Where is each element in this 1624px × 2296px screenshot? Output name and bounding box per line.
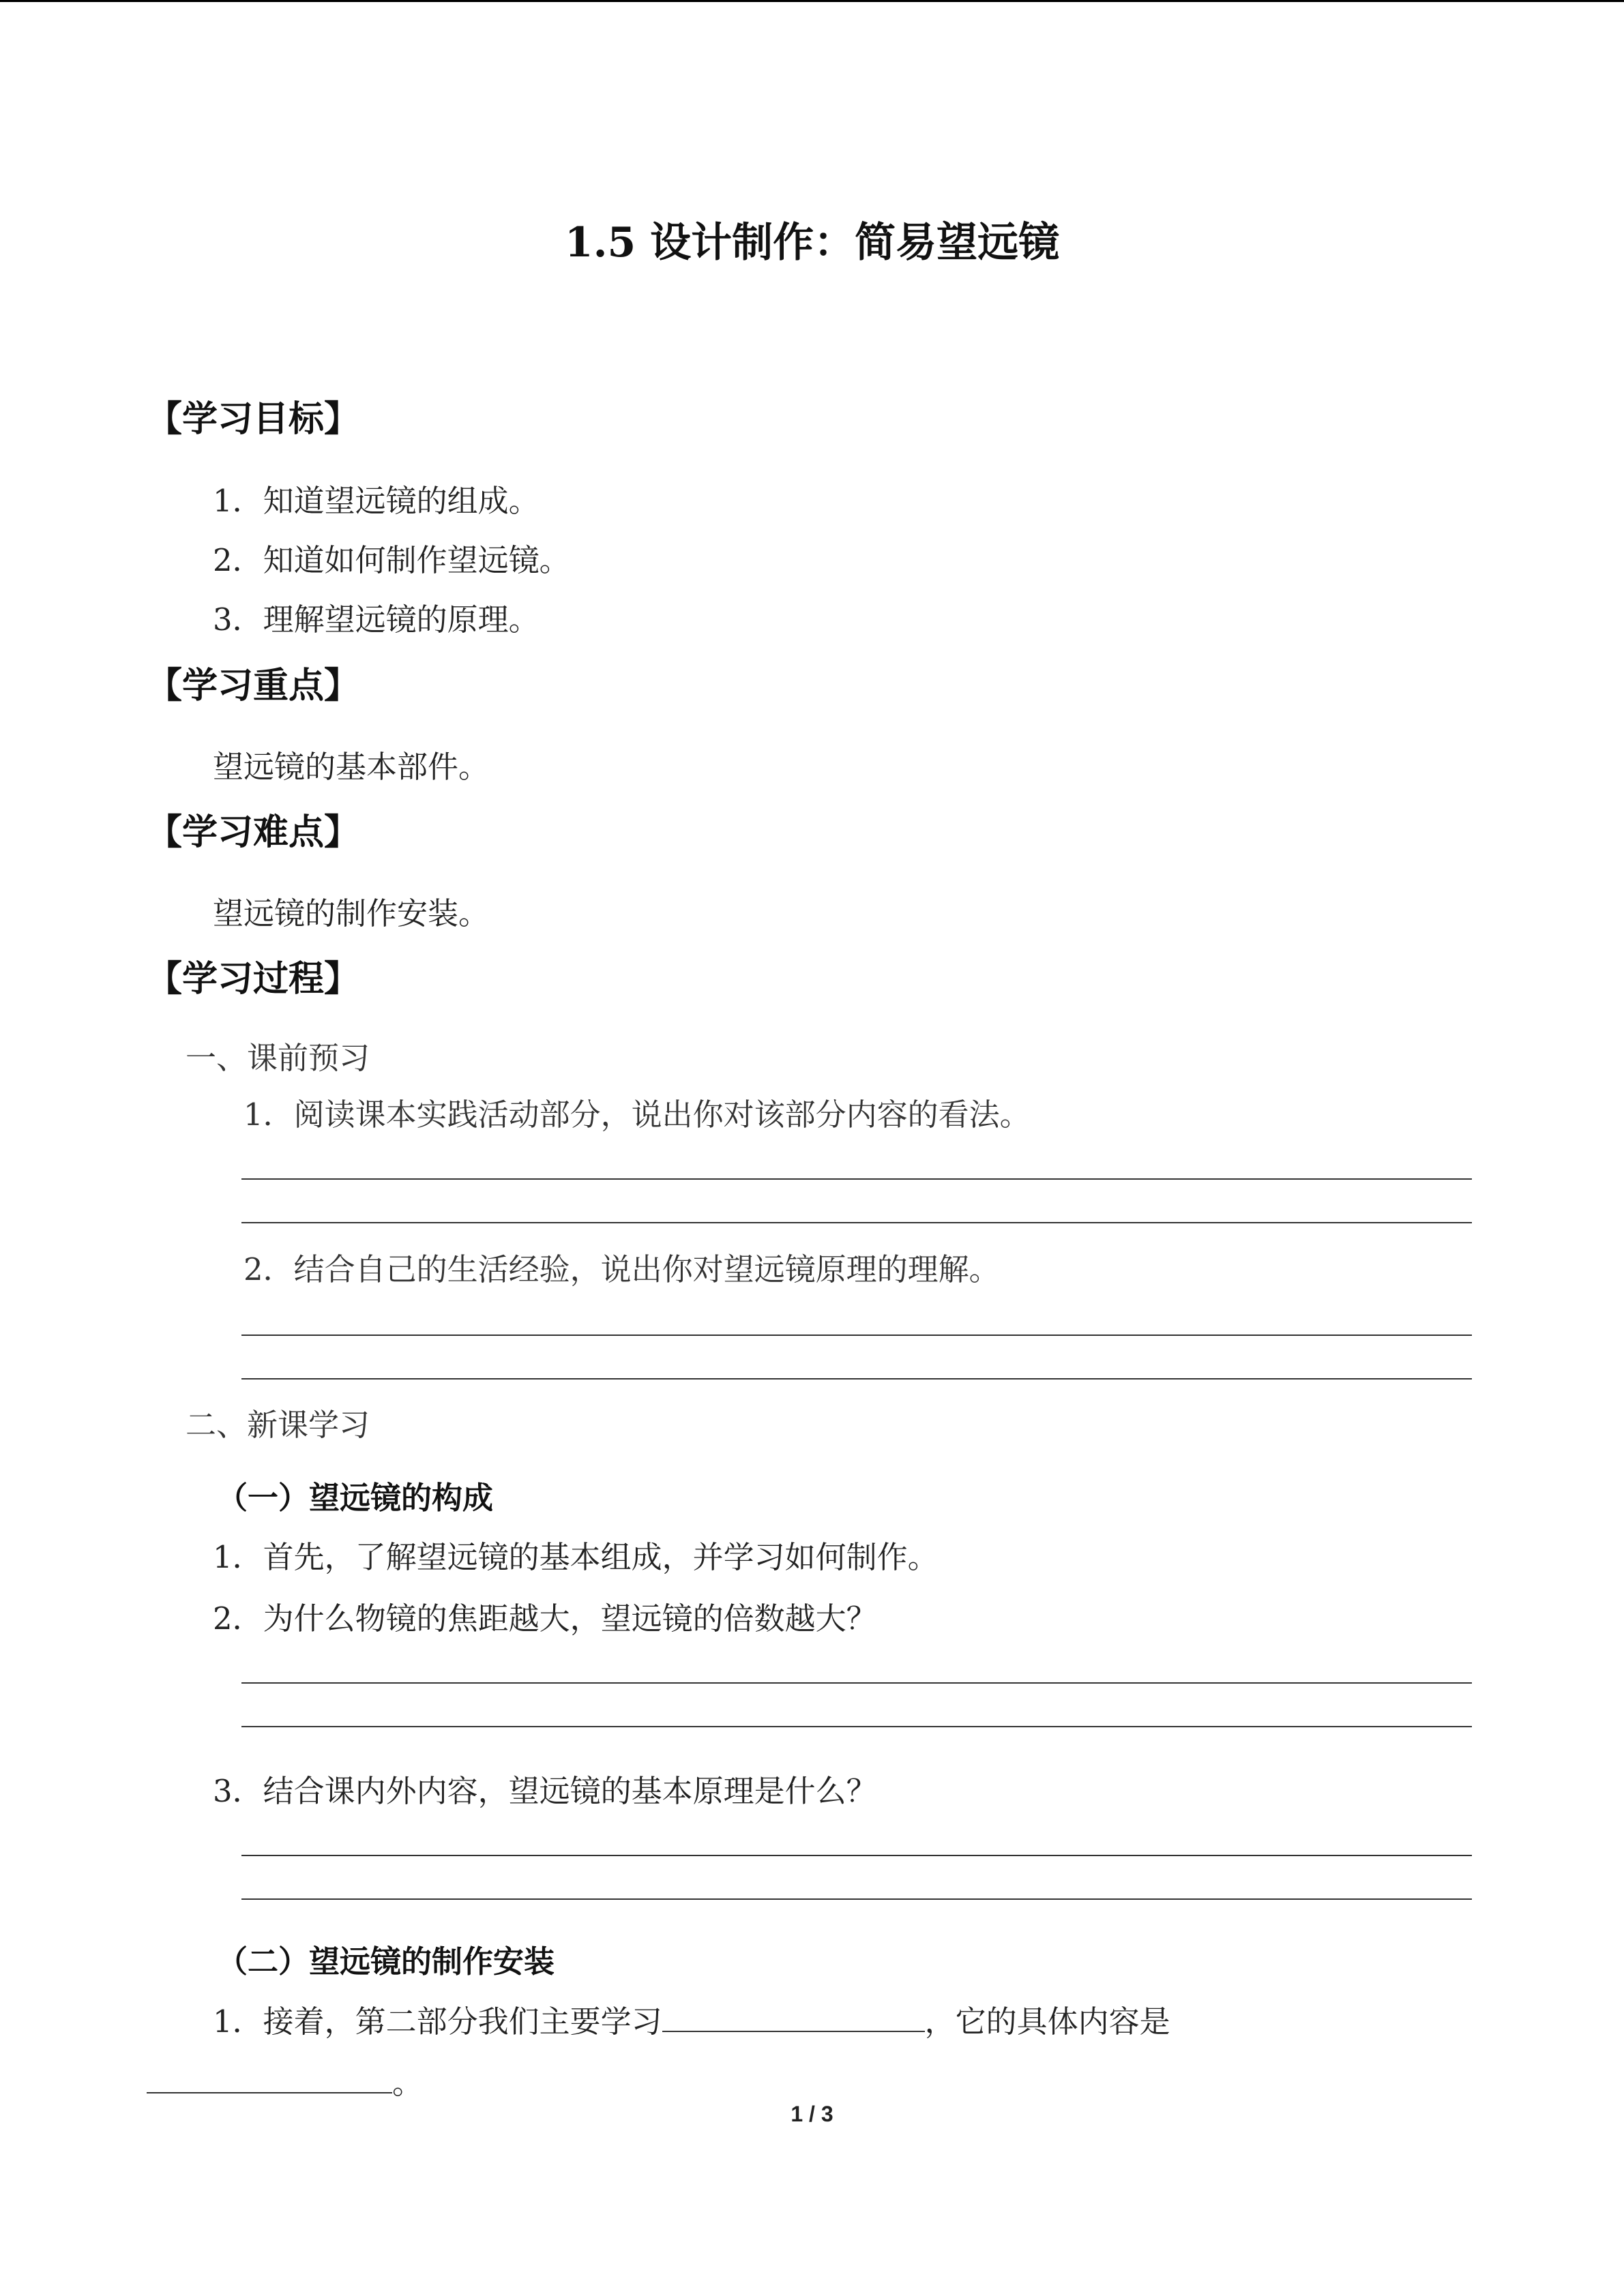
answer-line[interactable] — [241, 1378, 1472, 1380]
key-points-text: 望远镜的基本部件。 — [213, 749, 490, 785]
fill-in-blank[interactable] — [662, 2001, 925, 2032]
objective-item-1: 1．知道望远镜的组成。 — [213, 483, 540, 519]
part1-question-1: 1．首先，了解望远镜的基本组成，并学习如何制作。 — [213, 1539, 939, 1575]
part1-question-3: 3．结合课内外内容，望远镜的基本原理是什么？ — [213, 1773, 877, 1809]
objective-item-3: 3．理解望远镜的原理。 — [213, 601, 540, 638]
answer-line[interactable] — [241, 1335, 1472, 1336]
page-number: 1 / 3 — [791, 2102, 833, 2126]
preview-question-1: 1．阅读课本实践活动部分，说出你对该部分内容的看法。 — [243, 1097, 1031, 1133]
answer-line[interactable] — [241, 1178, 1472, 1180]
answer-line[interactable] — [241, 1898, 1472, 1900]
part2-question-1-start: 1．接着，第二部分我们主要学习 — [213, 2003, 662, 2040]
preview-question-2: 2．结合自己的生活经验，说出你对望远镜原理的理解。 — [243, 1251, 1000, 1287]
part2-question-1-continuation — [147, 2058, 423, 2102]
part1-question-2: 2．为什么物镜的焦距越大，望远镜的倍数越大？ — [213, 1600, 877, 1637]
answer-line[interactable] — [241, 1682, 1472, 1684]
objective-item-2: 2．知道如何制作望远镜。 — [213, 542, 570, 578]
fill-in-blank[interactable] — [147, 2062, 392, 2093]
answer-line[interactable] — [241, 1222, 1472, 1223]
difficulties-heading: 【学习难点】 — [147, 811, 360, 853]
key-points-heading: 【学习重点】 — [147, 665, 360, 706]
preview-label: 一、课前预习 — [186, 1040, 370, 1076]
part1-heading: （一）望远镜的构成 — [217, 1480, 494, 1516]
process-heading: 【学习过程】 — [147, 958, 360, 1000]
difficulties-text: 望远镜的制作安装。 — [213, 895, 490, 931]
objectives-heading: 【学习目标】 — [147, 398, 360, 440]
part2-question-1-end: 。 — [392, 2065, 424, 2101]
page-top-border — [0, 0, 1624, 2]
part2-heading: （二）望远镜的制作安装 — [217, 1943, 555, 1980]
page-title: 1.5 设计制作：简易望远镜 — [564, 219, 1060, 267]
part2-question-1 — [213, 1997, 1170, 2041]
answer-line[interactable] — [241, 1855, 1472, 1856]
new-lesson-label: 二、新课学习 — [186, 1407, 370, 1443]
answer-line[interactable] — [241, 1726, 1472, 1727]
part2-question-1-mid: ，它的具体内容是 — [924, 2003, 1170, 2040]
